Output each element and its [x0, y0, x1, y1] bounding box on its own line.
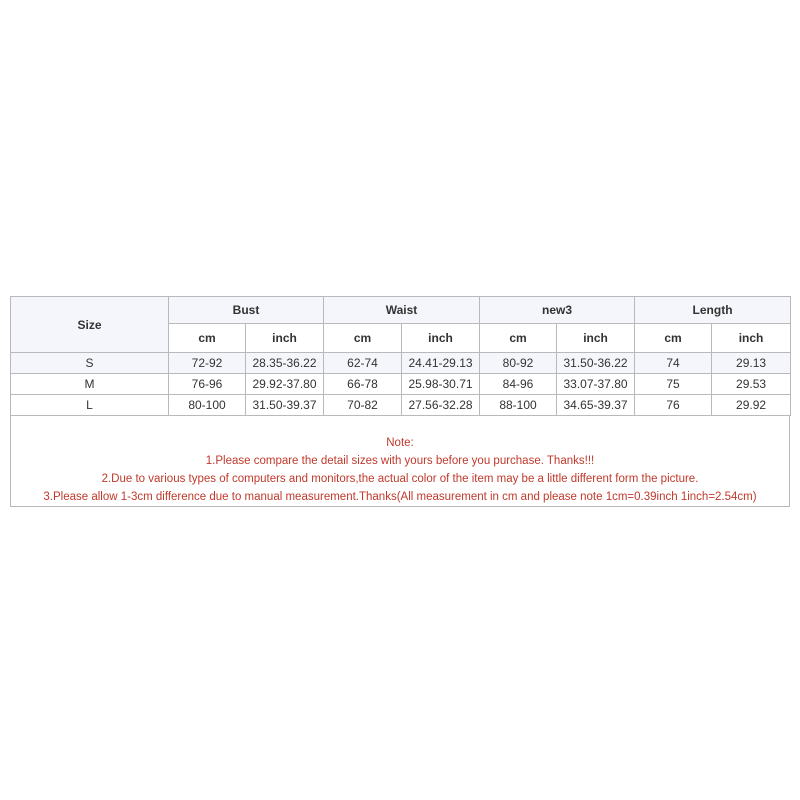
table-cell: 25.98-30.71	[402, 374, 480, 395]
table-cell: 31.50-36.22	[557, 353, 635, 374]
unit-header: inch	[557, 324, 635, 353]
note-title: Note:	[386, 437, 414, 449]
table-cell: 80-92	[480, 353, 557, 374]
table-cell: 29.92-37.80	[246, 374, 324, 395]
table-cell: 29.92	[712, 395, 791, 416]
size-header: Size	[11, 297, 169, 353]
size-chart	[10, 296, 790, 507]
notes-box	[10, 416, 790, 507]
size-cell: L	[11, 395, 169, 416]
table-cell: 80-100	[169, 395, 246, 416]
unit-header: cm	[324, 324, 402, 353]
group-header-length: Length	[635, 297, 791, 324]
unit-header: inch	[402, 324, 480, 353]
table-cell: 27.56-32.28	[402, 395, 480, 416]
table-cell: 31.50-39.37	[246, 395, 324, 416]
unit-header: inch	[712, 324, 791, 353]
group-header-row	[11, 297, 791, 324]
table-cell: 62-74	[324, 353, 402, 374]
table-cell: 29.13	[712, 353, 791, 374]
note-line: 2.Due to various types of computers and monitors,the actual color of the item may be a little different form the picture.	[101, 473, 699, 485]
group-header-bust: Bust	[169, 297, 324, 324]
table-cell: 33.07-37.80	[557, 374, 635, 395]
unit-header: cm	[635, 324, 712, 353]
size-table	[10, 296, 791, 416]
table-cell: 66-78	[324, 374, 402, 395]
table-cell: 24.41-29.13	[402, 353, 480, 374]
table-cell: 75	[635, 374, 712, 395]
unit-header: cm	[480, 324, 557, 353]
unit-header: inch	[246, 324, 324, 353]
unit-header: cm	[169, 324, 246, 353]
group-header-new3: new3	[480, 297, 635, 324]
group-header-waist: Waist	[324, 297, 480, 324]
table-cell: 29.53	[712, 374, 791, 395]
note-line: 1.Please compare the detail sizes with yours before you purchase. Thanks!!!	[205, 455, 595, 467]
table-cell: 76	[635, 395, 712, 416]
table-row	[11, 374, 791, 395]
table-row	[11, 395, 791, 416]
table-cell: 70-82	[324, 395, 402, 416]
table-cell: 84-96	[480, 374, 557, 395]
table-row	[11, 353, 791, 374]
table-cell: 72-92	[169, 353, 246, 374]
table-cell: 88-100	[480, 395, 557, 416]
table-cell: 76-96	[169, 374, 246, 395]
note-line: 3.Please allow 1-3cm difference due to manual measurement.Thanks(All measurement in cm and please note 1cm=0.39inch 1inch=2.54cm)	[43, 491, 757, 503]
size-cell: M	[11, 374, 169, 395]
table-cell: 74	[635, 353, 712, 374]
size-cell: S	[11, 353, 169, 374]
table-cell: 28.35-36.22	[246, 353, 324, 374]
table-cell: 34.65-39.37	[557, 395, 635, 416]
